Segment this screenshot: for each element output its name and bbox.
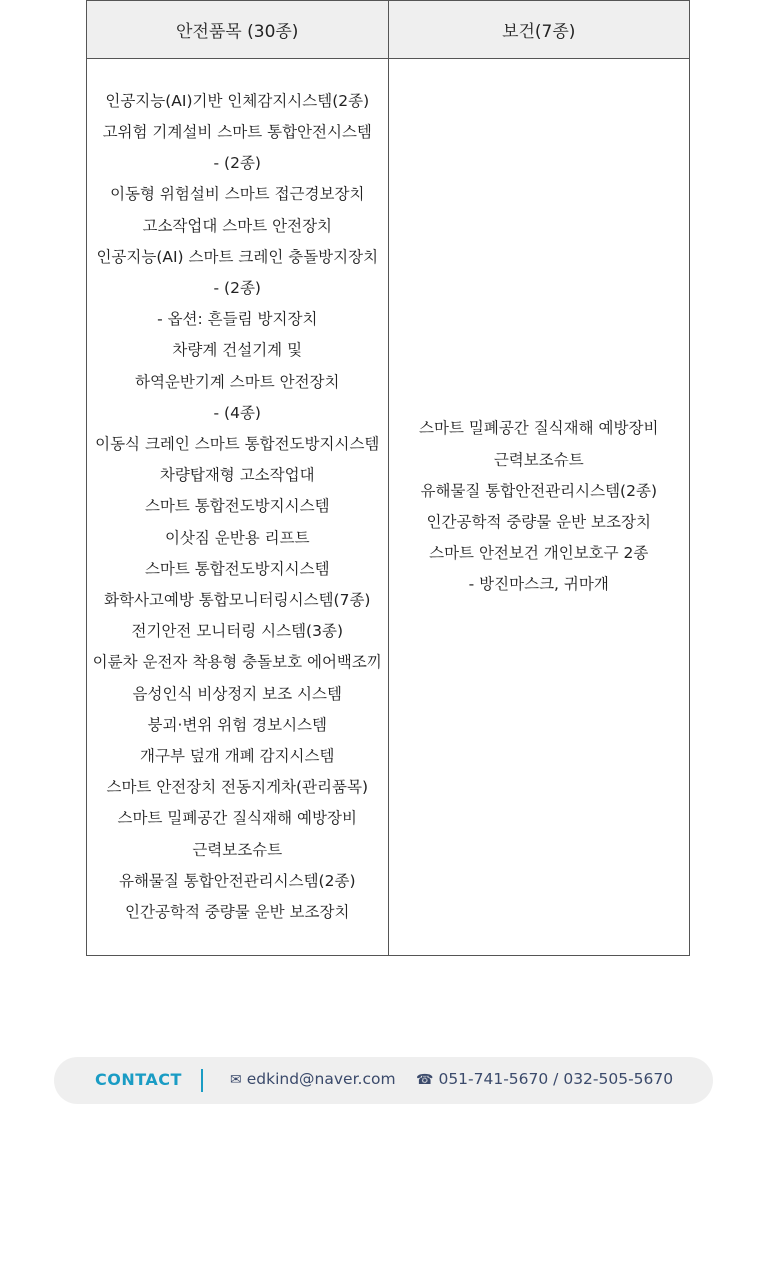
contact-label: CONTACT — [95, 1070, 182, 1089]
list-item: - (2종) — [213, 154, 261, 173]
list-item: 스마트 안전장치 전동지게차(관리품목) — [106, 778, 369, 797]
list-item: 인간공학적 중량물 운반 보조장치 — [426, 513, 651, 531]
list-item: 화학사고예방 통합모니터링시스템(7종) — [104, 591, 371, 609]
list-item: 유해물질 통합안전관리시스템(2종) — [118, 871, 356, 890]
contact-email-text: edkind@naver.com — [246, 1070, 396, 1088]
table-row — [87, 59, 690, 956]
list-item: 개구부 덮개 개폐 감지시스템 — [140, 747, 335, 766]
contact-divider — [201, 1069, 203, 1092]
table-header-row — [87, 1, 690, 59]
safety-items-list — [87, 86, 388, 928]
health-items-list — [389, 413, 690, 600]
envelope-icon: ✉ — [230, 1072, 242, 1088]
contact-phone[interactable] — [416, 1070, 673, 1088]
list-item: 유해물질 통합안전관리시스템(2종) — [420, 481, 657, 500]
list-item: 차량탑재형 고소작업대 — [159, 466, 315, 485]
list-item: 붕괴·변위 위험 경보시스템 — [147, 715, 327, 734]
list-item: 음성인식 비상정지 보조 시스템 — [132, 684, 342, 703]
contact-email[interactable] — [230, 1070, 396, 1088]
list-item: 스마트 밀폐공간 질식재해 예방장비 — [419, 419, 659, 438]
list-item: 이륜차 운전자 착용형 충돌보호 에어백조끼 — [92, 653, 382, 672]
list-item: - 옵션: 흔들림 방지장치 — [157, 310, 318, 329]
list-item: 스마트 통합전도방지시스템 — [144, 559, 330, 578]
list-item: 인공지능(AI) 스마트 크레인 충돌방지장치 — [96, 247, 379, 266]
list-item: - 방진마스크, 귀마개 — [468, 575, 609, 594]
list-item: 차량계 건설기계 및 — [172, 341, 303, 360]
contact-phone-text: 051-741-5670 / 032-505-5670 — [438, 1070, 674, 1088]
list-item: 인공지능(AI)기반 인체감지시스템(2종) — [105, 91, 370, 110]
list-item: 근력보조슈트 — [493, 450, 584, 469]
list-item: 전기안전 모니터링 시스템(3종) — [131, 622, 343, 641]
health-items-cell — [388, 59, 690, 956]
header-safety-items: 안전품목 (30종) — [87, 1, 389, 59]
product-table — [86, 0, 690, 956]
list-item: 스마트 밀폐공간 질식재해 예방장비 — [117, 809, 357, 828]
list-item: 이동식 크레인 스마트 통합전도방지시스템 — [95, 434, 380, 453]
list-item: 스마트 안전보건 개인보호구 2종 — [429, 544, 649, 563]
list-item: 하역운반기계 스마트 안전장치 — [134, 372, 340, 391]
list-item: 근력보조슈트 — [192, 840, 283, 859]
list-item: 고위험 기계설비 스마트 통합안전시스템 — [102, 122, 372, 141]
phone-icon: ☎ — [416, 1072, 434, 1088]
list-item: 이동형 위험설비 스마트 접근경보장치 — [110, 185, 365, 204]
safety-items-cell — [87, 59, 389, 956]
list-item: - (2종) — [213, 278, 261, 297]
list-item: 인간공학적 중량물 운반 보조장치 — [125, 903, 350, 922]
list-item: 스마트 통합전도방지시스템 — [144, 497, 330, 516]
contact-bar — [54, 1057, 713, 1104]
list-item: 이삿짐 운반용 리프트 — [164, 528, 310, 547]
list-item: - (4종) — [213, 403, 261, 422]
list-item: 고소작업대 스마트 안전장치 — [142, 216, 333, 235]
header-health-items: 보건(7종) — [388, 1, 690, 59]
